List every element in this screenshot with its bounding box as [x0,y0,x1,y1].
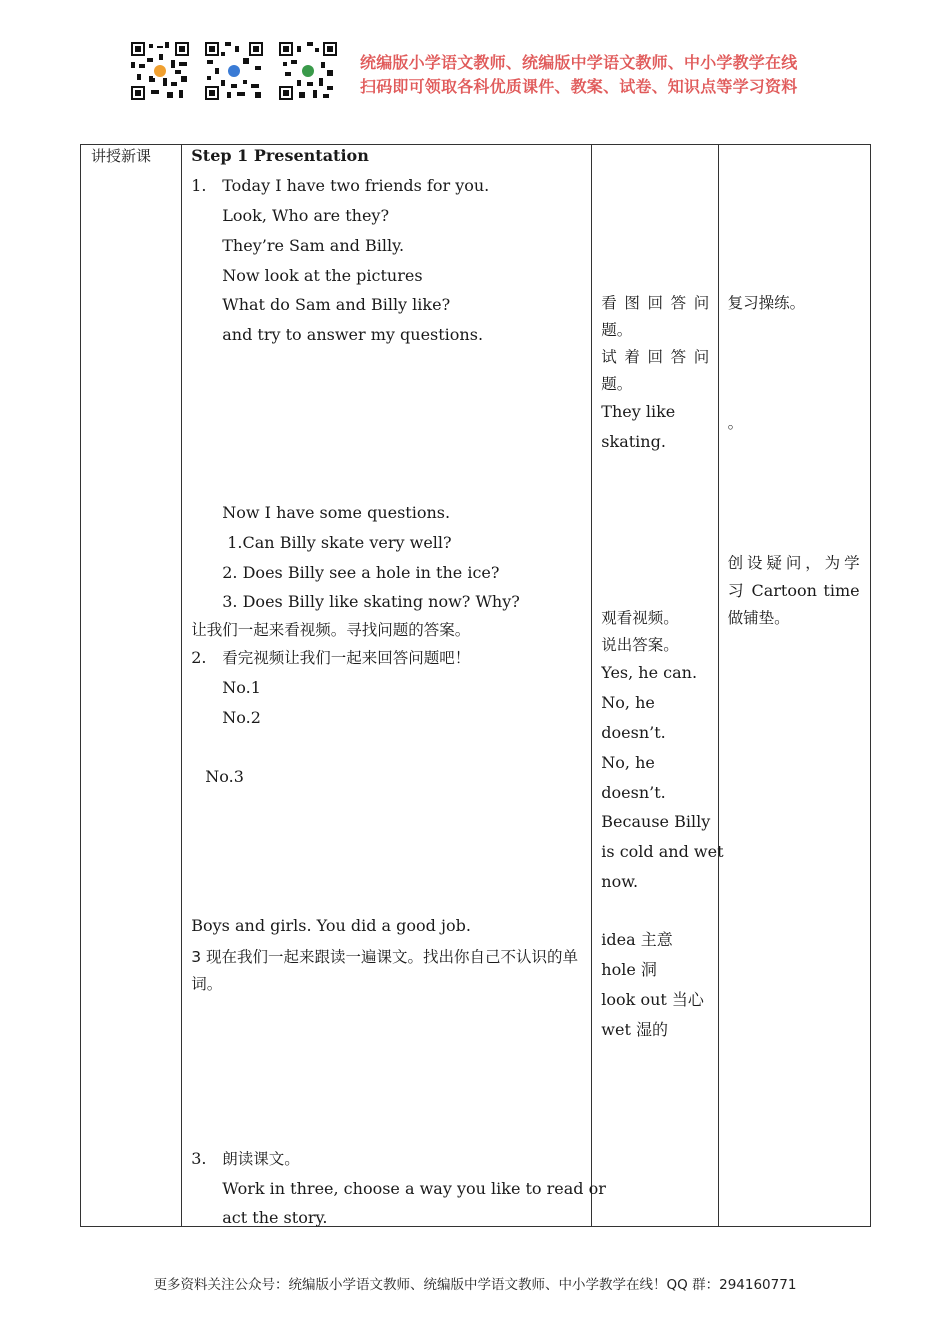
teacher-line: Boys and girls. You did a good job. [191,916,471,935]
teacher-line: What do Sam and Billy like? [222,295,451,314]
step-title: Step 1 Presentation [191,146,369,165]
teacher-line: and try to answer my questions. [222,325,484,344]
header-banner [0,0,950,110]
student-answer: is cold and wet [601,842,724,861]
student-line: They like [601,402,676,421]
student-activity-cell [592,145,724,1227]
answer-label: No.2 [222,708,261,727]
footer-note: 更多资料关注公众号：统编版小学语文教师、统编版中学语文教师、中小学教学在线！QQ 群：294160771 [153,1277,797,1293]
teacher-line: 让我们一起来看视频。寻找问题的答案。 [191,621,471,639]
stage-label: 讲授新课 [91,147,152,165]
student-line: 试 着 回 答 问 [601,348,710,366]
vocab-item: hole 洞 [601,960,657,979]
student-line: skating. [601,432,666,451]
banner-line-1: 统编版小学语文教师、统编版中学语文教师、中小学教学在线 [360,53,798,72]
student-line: 题。 [601,375,633,393]
teacher-line: 3 现在我们一起来跟读一遍课文。找出你自己不认识的单词。 [191,948,579,993]
teacher-line: Now I have some questions. [222,503,451,522]
qr-pattern-1 [131,42,189,100]
list-number: 1. [191,176,207,195]
student-answer: No, he [601,693,655,712]
student-answer: Yes, he can. [601,663,698,682]
purpose-line: 创设疑问，为学 [727,554,860,572]
vocab-item: idea 主意 [601,930,673,949]
list-number: 2. [191,648,207,667]
answer-label: No.1 [222,678,261,697]
purpose-line: 复习操练。 [727,294,806,312]
qr-code-icon[interactable] [279,42,337,100]
teacher-line: Today I have two friends for you. [222,176,490,195]
teacher-line: 看完视频让我们一起来回答问题吧！ [222,649,471,667]
vocab-item: wet 湿的 [601,1020,668,1039]
student-answer: Because Billy [601,812,711,831]
purpose-line: 习 Cartoon time [727,581,860,600]
question-2: 2. Does Billy see a hole in the ice? [222,563,500,582]
student-answer: doesn’t. [601,723,666,742]
purpose-line: 做铺垫。 [727,609,790,627]
teacher-line: Look, Who are they? [222,206,390,225]
teacher-line: Work in three, choose a way you like to read or [222,1179,606,1198]
teacher-line: act the story. [222,1208,328,1227]
teacher-line: Now look at the pictures [222,266,423,285]
teacher-line: 朗读课文。 [222,1150,300,1168]
purpose-cell [718,145,870,1227]
qr-code-icon[interactable] [131,42,189,100]
student-answer: doesn’t. [601,783,666,802]
vocab-item: look out 当心 [601,990,704,1009]
answer-label: No.3 [205,767,244,786]
purpose-line: 。 [727,414,744,432]
student-answer: now. [601,872,639,891]
teacher-line: They’re Sam and Billy. [222,236,405,255]
student-line: 看 图 回 答 问 [601,294,710,312]
student-answer: No, he [601,753,655,772]
qr-pattern-2 [205,42,263,100]
student-line: 观看视频。 [601,609,679,627]
qr-pattern-3 [279,42,337,100]
lesson-plan-table [80,144,871,1227]
list-number: 3. [191,1149,207,1168]
student-line: 题。 [601,321,633,339]
qr-code-icon[interactable] [205,42,263,100]
question-3: 3. Does Billy like skating now? Why? [222,592,520,611]
teacher-activity-cell [182,145,606,1227]
banner-line-2: 扫码即可领取各科优质课件、教案、试卷、知识点等学习资料 [360,77,798,96]
stage-cell [81,145,182,1227]
question-1: 1.Can Billy skate very well? [227,533,452,552]
student-line: 说出答案。 [601,636,679,654]
